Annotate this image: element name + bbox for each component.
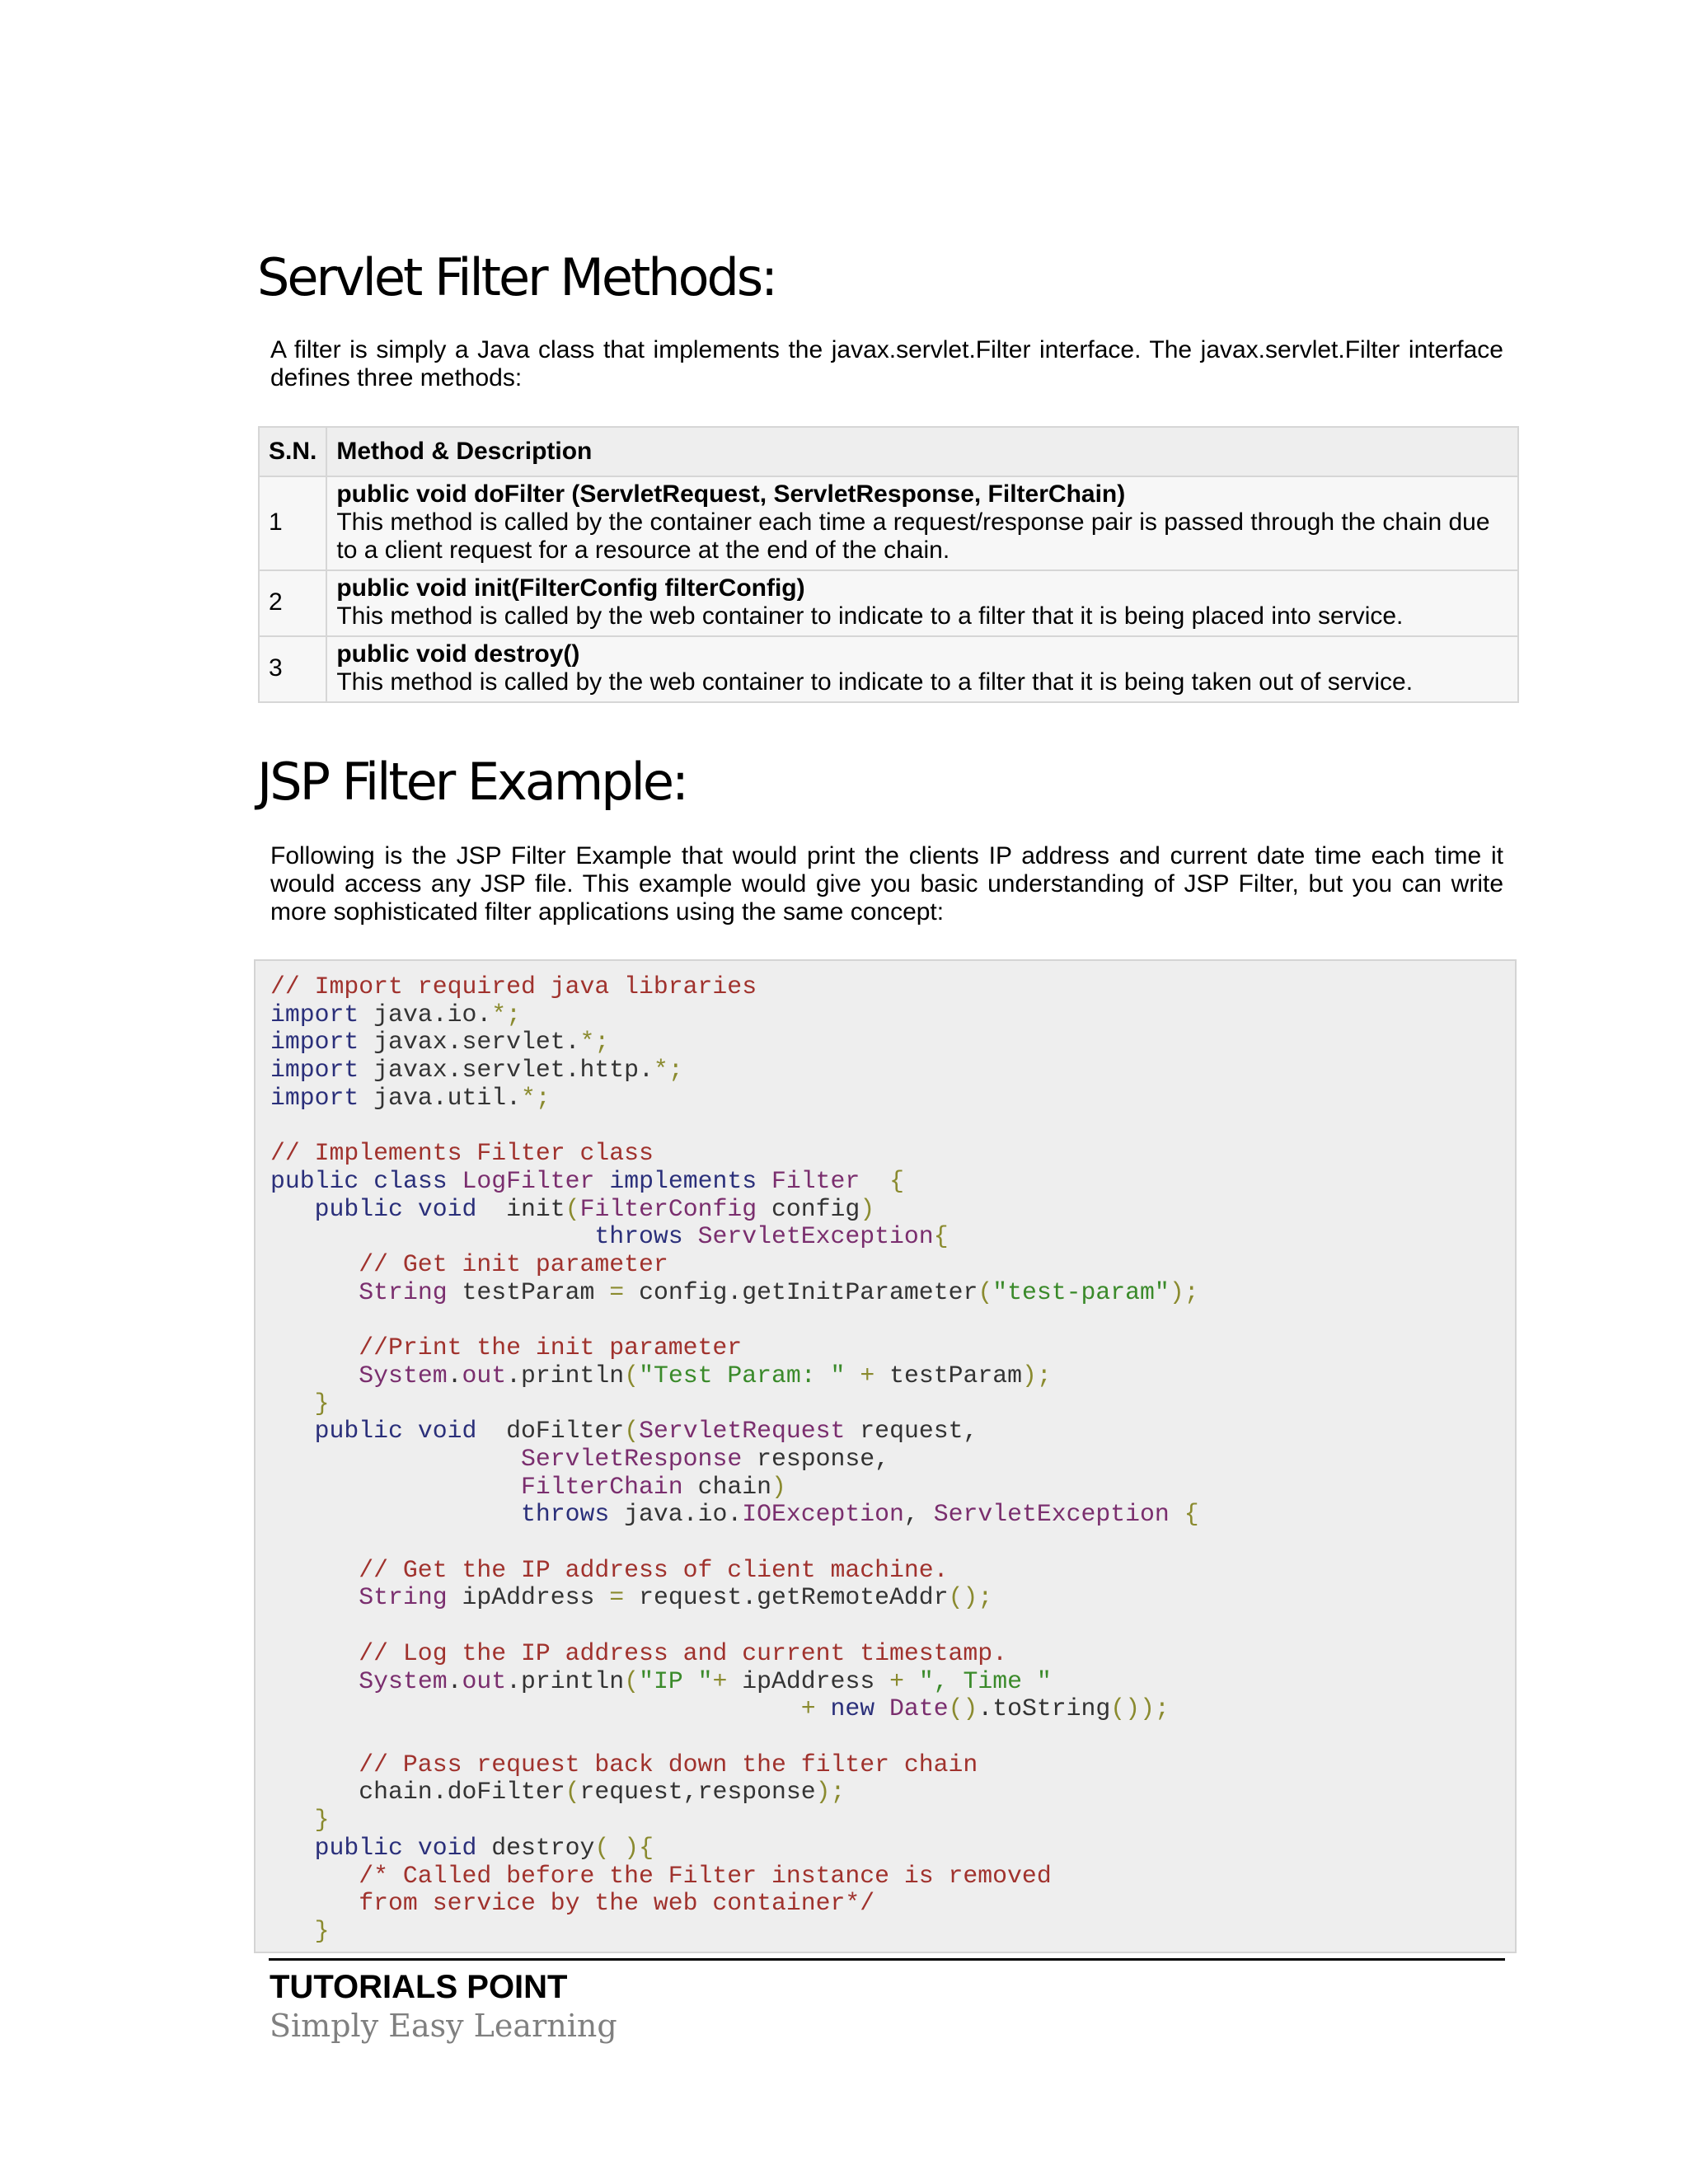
method-description: This method is called by the web container to indicate to a filter that it is being placed into service. [336,602,1404,630]
row-method-cell [326,570,1518,636]
code-line: public void init(FilterConfig config) [314,1194,875,1223]
row-sn: 1 [259,476,326,570]
code-line: // Get the IP address of client machine. [270,1555,949,1584]
section-title-jsp-filter-example: JSP Filter Example: [257,752,687,812]
table-row [259,476,1518,570]
row-method-cell [326,476,1518,570]
code-line: // Get init parameter [270,1250,668,1279]
code-line: String ipAddress = request.getRemoteAddr(); [359,1583,993,1612]
code-line [270,1113,1199,1141]
code-line: public void destroy( ){ [314,1833,654,1862]
footer-divider [269,1958,1505,1961]
table-header-row [259,427,1518,476]
code-line: from service by the web container*/ [270,1889,875,1918]
code-line: } [314,1389,330,1418]
code-line: // Import required java libraries [270,972,757,1001]
method-description: This method is called by the container each time a request/response pair is passed through the chain due to a client request for a resource at the end of the chain. [336,509,1490,564]
table-row [259,570,1518,636]
code-line: import javax.servlet.*; [270,1028,610,1057]
code-line: // Implements Filter class [270,1139,654,1168]
section-intro-paragraph: A filter is simply a Java class that implements the javax.servlet.Filter interface. The javax.servlet.Filter interface defines three methods: [270,336,1503,391]
code-line: // Pass request back down the filter chain [270,1750,978,1779]
code-line: // Log the IP address and current timestamp. [270,1638,1008,1667]
code-line: import java.util.*; [270,1083,551,1112]
code-line: throws java.io.IOException, ServletException { [520,1500,1199,1529]
methods-table [258,426,1519,703]
code-line: //Print the init parameter [270,1333,743,1362]
code-line [270,1612,1199,1640]
method-signature: public void destroy() [336,640,580,668]
row-method-cell [326,636,1518,702]
code-line: } [314,1916,330,1945]
header-sn: S.N. [259,427,326,476]
code-line: FilterChain chain) [520,1472,786,1501]
code-line: String testParam = config.getInitParameter("test-param"); [359,1277,1199,1306]
code-line: public void doFilter(ServletRequest request, [314,1417,978,1446]
footer-brand: TUTORIALS POINT [270,1969,568,2005]
method-signature: public void doFilter (ServletRequest, ServletResponse, FilterChain) [336,480,1126,508]
code-line: System.out.println("IP "+ ipAddress + ", Time " [359,1666,1052,1695]
code-line [270,1723,1199,1751]
code-line: + new Date().toString()); [800,1694,1170,1723]
section-intro-paragraph: Following is the JSP Filter Example that would print the clients IP address and current date time each time it would access any JSP file. This example would give you basic understanding of JSP Filter, but you can write more sophisticated filter applications using the same concept: [270,842,1503,926]
code-line: System.out.println("Test Param: " + testParam); [359,1361,1052,1390]
footer-tagline: Simply Easy Learning [270,2008,617,2044]
code-block [254,959,1517,1953]
method-description: This method is called by the web container to indicate to a filter that it is being taken out of service. [336,668,1414,696]
header-method-description: Method & Description [326,427,1518,476]
code-line: chain.doFilter(request,response); [270,1778,846,1807]
code-line [270,1306,1199,1334]
code-line [270,1529,1199,1557]
code-line: /* Called before the Filter instance is removed [270,1861,1052,1890]
section-title-servlet-filter-methods: Servlet Filter Methods: [257,247,776,307]
code-line: } [314,1806,330,1835]
row-sn: 2 [259,570,326,636]
code-line: public class LogFilter implements Filter { [270,1166,904,1195]
table-row [259,636,1518,702]
row-sn: 3 [259,636,326,702]
code-line: import javax.servlet.http.*; [270,1056,683,1085]
method-signature: public void init(FilterConfig filterConfig) [336,574,805,602]
code-line: throws ServletException{ [594,1222,949,1251]
code-line: ServletResponse response, [520,1444,890,1473]
code-listing [270,973,1199,1946]
code-line: import java.io.*; [270,1000,522,1029]
